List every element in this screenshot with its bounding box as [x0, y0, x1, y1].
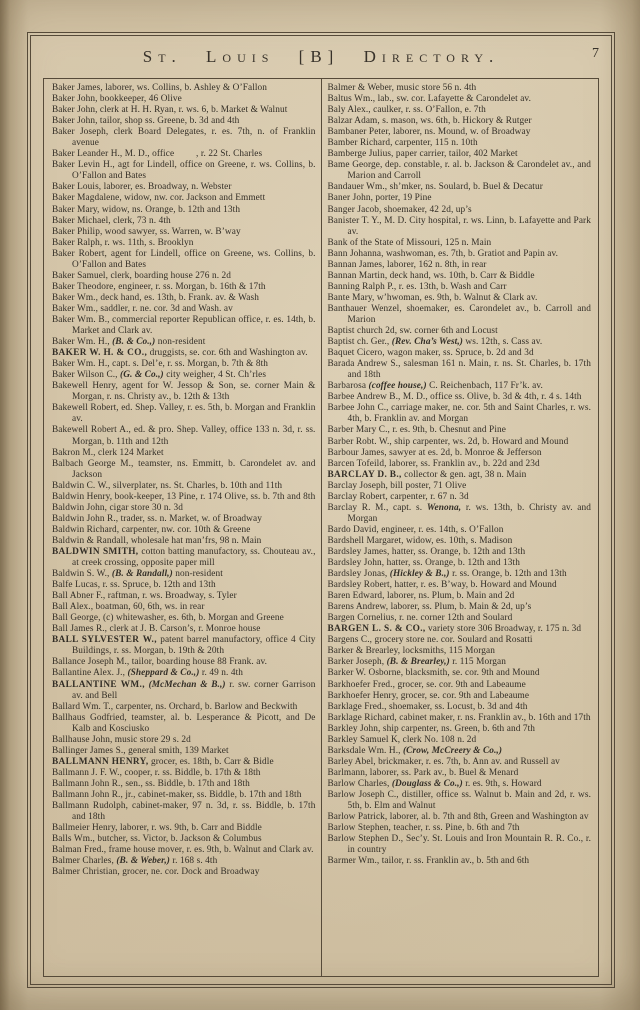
directory-entry: Baker Joseph, clerk Board Delegates, r. es. 7th, n. of Franklin avenue [52, 127, 316, 149]
directory-entry: Baly Alex., caulker, r. ss. O’Fallon, e. 7th [327, 105, 486, 116]
directory-entry: Ballmann Rudolph, cabinet-maker, 97 n. 3d, r. ss. Biddle, b. 17th and 18th [52, 801, 316, 823]
directory-entry: Bardsley James, hatter, ss. Orange, b. 12th and 13th [327, 546, 526, 557]
directory-entry: Bardo David, engineer, r. es. 14th, s. O’Fallon [327, 524, 504, 535]
directory-entry: Baker Theodore, engineer, r. ss. Morgan, b. 16th & 17th [52, 281, 266, 292]
directory-entry: Bante Mary, w’hwoman, es. 9th, b. Walnut & Clark av. [327, 292, 538, 303]
directory-entry: Barclay Robert, carpenter, r. 67 n. 3d [327, 491, 469, 502]
directory-entry: Barlow Patrick, laborer, al. b. 7th and 8th, Green and Washington av [327, 812, 589, 823]
directory-entry: Baker Wm. H., (B. & Co.,) non-resident [52, 337, 206, 348]
directory-entry: Ballmann J. F. W., cooper, r. ss. Biddle, b. 17th & 18th [52, 767, 261, 778]
directory-entry: Baker John, clerk at H. H. Ryan, r. ws. 6, b. Market & Walnut [52, 105, 288, 116]
directory-entry: Baldwin C. W., silverplater, ns. St. Charles, b. 10th and 11th [52, 480, 283, 491]
directory-entry: Baker Leander H., M. D., office , r. 22 St. Charles [52, 149, 263, 160]
directory-entry: Balman Fred., frame house mover, r. es. 9th, b. Walnut and Clark av. [52, 845, 314, 856]
directory-entry: Bakron M., clerk 124 Market [52, 447, 164, 458]
directory-entry: Baker Wm., saddler, r. ne. cor. 3d and Wash. av [52, 303, 233, 314]
directory-entry: Bank of the State of Missouri, 125 n. Main [327, 237, 492, 248]
directory-entry: Bame George, dep. constable, r. al. b. Jackson & Carondelet av., and Marion and Carroll [327, 160, 591, 182]
directory-entry: Ballhause John, music store 29 s. 2d [52, 734, 191, 745]
directory-entry: Barlow Stephen, teacher, r. ss. Pine, b. 6th and 7th [327, 823, 520, 834]
directory-entry: Banger Jacob, shoemaker, 42 2d, up’s [327, 204, 472, 215]
directory-entry: Barber Robt. W., ship carpenter, ws. 2d, b. Howard and Mound [327, 436, 569, 447]
directory-content [43, 78, 599, 977]
directory-entry: BALDWIN SMITH, cotton batting manufactory, ss. Chouteau av., at creek crossing, opposite paper mill [52, 546, 316, 569]
directory-entry: Baker Levin H., agt for Lindell, office on Greene, r. ws. Collins, b. O’Fallon and Bates [52, 160, 316, 182]
directory-entry: Barkley John, ship carpenter, ns. Green, b. 6th and 7th [327, 723, 536, 734]
directory-entry: Barker Joseph, (B. & Brearley,) r. 115 Morgan [327, 657, 506, 668]
directory-entry: Ballhaus Godfried, teamster, al. b. Lesperance & Picott, and De Kalb and Kosciusko [52, 712, 316, 734]
directory-column-right [322, 83, 594, 974]
directory-entry: Baldwin Henry, book-keeper, 13 Pine, r. 174 Olive, ss. b. 7th and 8th [52, 491, 316, 502]
directory-entry: Baldwin John R., trader, ss. n. Market, w. of Broadway [52, 513, 262, 524]
directory-entry: Bargens C., grocery store ne. cor. Soulard and Rosatti [327, 635, 533, 646]
page-title: St. Louis [B] Directory. [142, 47, 500, 66]
directory-entry: Baptist ch. Ger., (Rev. Cha’s West,) ws. 12th, s. Cass av. [327, 337, 543, 348]
directory-entry: Bamber Richard, carpenter, 115 n. 10th [327, 138, 478, 149]
directory-entry: Baker Robert, agent for Lindell, office on Greene, ws. Collins, b. O’Fallon and Bates [52, 248, 316, 270]
directory-entry: Barbee Andrew B., M. D., office ss. Olive, b. 3d & 4th, r. 4 s. 14th [327, 392, 582, 403]
directory-entry: Barbarosa (coffee house,) C. Reichenbach, 117 Fr’k. av. [327, 381, 543, 392]
directory-entry: Banister T. Y., M. D. City hospital, r. ws. Linn, b. Lafayette and Park av. [327, 215, 591, 237]
directory-entry: Baker John, tailor, shop ss. Greene, b. 3d and 4th [52, 116, 240, 127]
directory-entry: Bakewell Henry, agent for W. Jessop & Son, se. corner Main & Morgan, r. ns. Christy av., b. 12th & 13th [52, 381, 316, 403]
directory-entry: Baker Louis, laborer, es. Broadway, n. Webster [52, 182, 232, 193]
directory-entry: Bardshell Margaret, widow, es. 10th, s. Madison [327, 535, 513, 546]
directory-entry: Ballmann John R., jr., cabinet-maker, ss. Biddle, b. 17th and 18th [52, 790, 302, 800]
directory-entry: Barley Abel, brickmaker, r. es. 7th, b. Ann av. and Russell av [327, 756, 560, 767]
directory-entry: BALLANTINE WM., (McMechan & B.,) r. sw. corner Garrison av. and Bell [52, 679, 316, 701]
directory-entry: Baldwin Richard, carpenter, nw. cor. 10th & Greene [52, 524, 251, 535]
directory-entry: Bardsley Robert, hatter, r. es. B’way, b. Howard and Mound [327, 580, 557, 591]
directory-entry: Bannan James, laborer, 162 n. 8th, in rear [327, 259, 487, 270]
directory-entry: Ballantine Alex. J., (Sheppard & Co.,) r. 49 n. 4th [52, 668, 244, 679]
directory-entry: BAKER W. H. & CO., druggists, se. cor. 6th and Washington av. [52, 348, 308, 359]
directory-entry: Baldwin John, cigar store 30 n. 3d [52, 502, 183, 513]
directory-entry: Ballinger James S., general smith, 139 Market [52, 745, 229, 756]
directory-entry: Baker John, bookkeeper, 46 Olive [52, 94, 182, 105]
directory-entry: Baker Wm. H., capt. s. Del’e, r. ss. Morgan, b. 7th & 8th [52, 359, 269, 370]
directory-entry: Balfe Lucas, r. ss. Spruce, b. 12th and 13th [52, 580, 216, 591]
directory-entry: Barkhoefer Henry, grocer, se. cor. 9th and Labeaume [327, 690, 530, 701]
directory-entry: Barclay R. M., capt. s. Wenona, r. ws. 13th, b. Christy av. and Morgan [327, 502, 591, 524]
directory-entry: Baker James, laborer, ws. Collins, b. Ashley & O’Fallon [52, 83, 268, 93]
directory-entry: Ballance Joseph M., tailor, boarding house 88 Frank. av. [52, 657, 268, 668]
directory-entry: Balbach George M., teamster, ns. Emmitt, b. Carondelet av. and Jackson [52, 458, 316, 480]
directory-entry: Baquet Cicero, wagon maker, ss. Spruce, b. 2d and 3d [327, 348, 534, 359]
directory-entry: Barlow Joseph C., distiller, office ss. Walnut b. Main and 2d, r. ws. 5th, b. Elm and Walnut [327, 790, 591, 812]
directory-entry: Bann Johanna, washwoman, es. 7th, b. Gratiot and Papin av. [327, 248, 559, 259]
directory-entry: Barbee John C., carriage maker, ne. cor. 5th and Saint Charles, r. ws. 4th, b. Franklin av. and Morgan [327, 403, 591, 425]
directory-entry: Ball Alex., boatman, 60, 6th, ws. in rear [52, 602, 205, 613]
directory-entry: Ballmeier Henry, laborer, r. ws. 9th, b. Carr and Biddle [52, 823, 262, 834]
directory-entry: Balmer & Weber, music store 56 n. 4th [327, 83, 477, 93]
directory-entry: Baker Samuel, clerk, boarding house 276 n. 2d [52, 270, 232, 281]
directory-entry: Baptist church 2d, sw. corner 6th and Locust [327, 326, 498, 337]
directory-entry: Baner John, porter, 19 Pine [327, 193, 432, 204]
directory-entry: Banning Ralph P., r. es. 13th, b. Wash and Carr [327, 281, 507, 292]
directory-entry: Barker & Brearley, locksmiths, 115 Morgan [327, 646, 495, 657]
directory-entry: Bardsley John, hatter, ss. Orange, b. 12th and 13th [327, 558, 520, 569]
directory-entry: Balls Wm., butcher, ss. Victor, b. Jackson & Columbus [52, 834, 262, 845]
directory-entry: Barkley Samuel K, clerk No. 108 n. 2d [327, 734, 477, 745]
directory-entry: BALLMANN HENRY, grocer, es. 18th, b. Carr & Bidle [52, 756, 274, 767]
directory-entry: Bargen Cornelius, r. ne. corner 12th and Soulard [327, 613, 513, 624]
directory-entry: Barlmann, laborer, ss. Park av., b. Buel & Menard [327, 767, 519, 778]
directory-entry: Baker Wilson C., (G. & Co.,) city weigher, 4 St. Ch’rles [52, 370, 267, 381]
directory-entry: Barmer Wm., tailor, r. ss. Franklin av., b. 5th and 6th [327, 856, 530, 867]
directory-entry: Barlow Charles, (Douglass & Co.,) r. es. 9th, s. Howard [327, 778, 542, 789]
directory-entry: Barklage Fred., shoemaker, ss. Locust, b. 3d and 4th [327, 701, 528, 712]
directory-entry: Baker Wm. B., commercial reporter Republican office, r. es. 14th, b. Market and Clark av. [52, 314, 316, 337]
directory-entry: Balmer Charles, (B. & Weber,) r. 168 s. 4th [52, 856, 218, 867]
page-border-inner [30, 35, 612, 985]
directory-entry: Ball James R., clerk at J. B. Carson’s, r. Monroe house [52, 624, 261, 635]
directory-entry: Bamberge Julius, paper carrier, tailor, 402 Market [327, 149, 518, 160]
directory-entry: Bakewell Robert, ed. Shep. Valley, r. es. 5th, b. Morgan and Franklin av. [52, 403, 316, 425]
directory-entry: BARGEN L. S. & CO., variety store 306 Broadway, r. 175 n. 3d [327, 624, 582, 635]
directory-entry: Baker Magdalene, widow, nw. cor. Jackson and Emmett [52, 193, 266, 204]
page-number: 7 [592, 46, 599, 61]
directory-entry: Ball Abner F., raftman, r. ws. Broadway, s. Tyler [52, 591, 237, 602]
directory-entry: Bannan Martin, deck hand, ws. 10th, b. Carr & Biddle [327, 270, 535, 281]
directory-entry: Baker Michael, clerk, 73 n. 4th [52, 215, 171, 226]
directory-entry: Bandauer Wm., sh’mker, ns. Soulard, b. Buel & Decatur [327, 182, 543, 193]
directory-entry: Baren Edward, laborer, ns. Plum, b. Main and 2d [327, 591, 515, 602]
directory-entry: Barada Andrew S., salesman 161 n. Main, r. ns. St. Charles, b. 17th and 18th [327, 359, 591, 381]
directory-entry: Balmer Christian, grocer, ne. cor. Dock and Broadway [52, 867, 260, 878]
directory-entry: Barens Andrew, laborer, ss. Plum, b. Main & 2d, up’s [327, 602, 532, 613]
directory-entry: Barclay Joseph, bill poster, 71 Olive [327, 480, 467, 491]
directory-entry: Barbour James, sawyer at es. 2d, b. Monroe & Jefferson [327, 447, 542, 458]
directory-entry: Barker W. Osborne, blacksmith, se. cor. 9th and Mound [327, 668, 540, 679]
directory-entry: BARCLAY D. B., collector & gen. agt, 38 n. Main [327, 469, 527, 480]
directory-entry: Baker Mary, widow, ns. Orange, b. 12th and 13th [52, 204, 241, 215]
directory-entry: Bardsley Jonas, (Hickley & B.,) r. ss. Orange, b. 12th and 13th [327, 569, 567, 580]
directory-entry: BALL SYLVESTER W., patent barrel manufactory, office 4 City Buildings, r. ss. Morgan, b. 19th & 20th [52, 635, 316, 657]
directory-entry: Barlow Stephen D., Sec’y. St. Louis and Iron Mountain R. R. Co., r. in country [327, 834, 591, 856]
directory-entry: Ball George, (c) whitewasher, es. 6th, b. Morgan and Greene [52, 613, 284, 624]
directory-entry: Baker Wm., deck hand, es. 13th, b. Frank. av. & Wash [52, 292, 259, 303]
directory-entry: Baldwin & Randall, wholesale hat man’frs, 98 n. Main [52, 535, 262, 546]
page-header [31, 36, 611, 78]
directory-entry: Barklage Richard, cabinet maker, r. ns. Franklin av., b. 16th and 17th [327, 712, 591, 723]
directory-entry: Barcen Tofeild, laborer, ss. Franklin av., b. 22d and 23d [327, 458, 540, 469]
directory-entry: Baker Philip, wood sawyer, ss. Warren, w. B’way [52, 226, 241, 237]
directory-entry: Baldwin S. W., (B. & Randall,) non-resident [52, 569, 223, 580]
directory-entry: Ballmann John R., sen., ss. Biddle, b. 17th and 18th [52, 778, 250, 789]
directory-entry: Barber Mary C., r. es. 9th, b. Chesnut and Pine [327, 425, 506, 436]
directory-entry: Bambaner Peter, laborer, ns. Mound, w. of Broadway [327, 127, 531, 138]
directory-entry: Barkhoefer Fred., grocer, se. cor. 9th and Labeaume [327, 679, 526, 690]
directory-entry: Baltus Wm., lab., sw. cor. Lafayette & Carondelet av. [327, 94, 531, 105]
directory-column-left [50, 83, 321, 974]
page-border-outer [27, 32, 615, 988]
directory-entry: Baker Ralph, r. ws. 11th, s. Brooklyn [52, 237, 194, 248]
directory-entry: Banthauer Wenzel, shoemaker, es. Carondelet av., b. Carroll and Marion [327, 303, 591, 325]
directory-entry: Bakewell Robert A., ed. & pro. Shep. Valley, office 133 n. 3d, r. ss. Morgan, b. 11th and 12th [52, 425, 316, 447]
directory-entry: Barksdale Wm. H., (Crow, McCreery & Co.,) [327, 745, 503, 756]
directory-entry: Ballard Wm. T., carpenter, ns. Orchard, b. Barlow and Beckwith [52, 701, 298, 712]
directory-entry: Balzar Adam, s. mason, ws. 6th, b. Hickory & Rutger [327, 116, 532, 127]
